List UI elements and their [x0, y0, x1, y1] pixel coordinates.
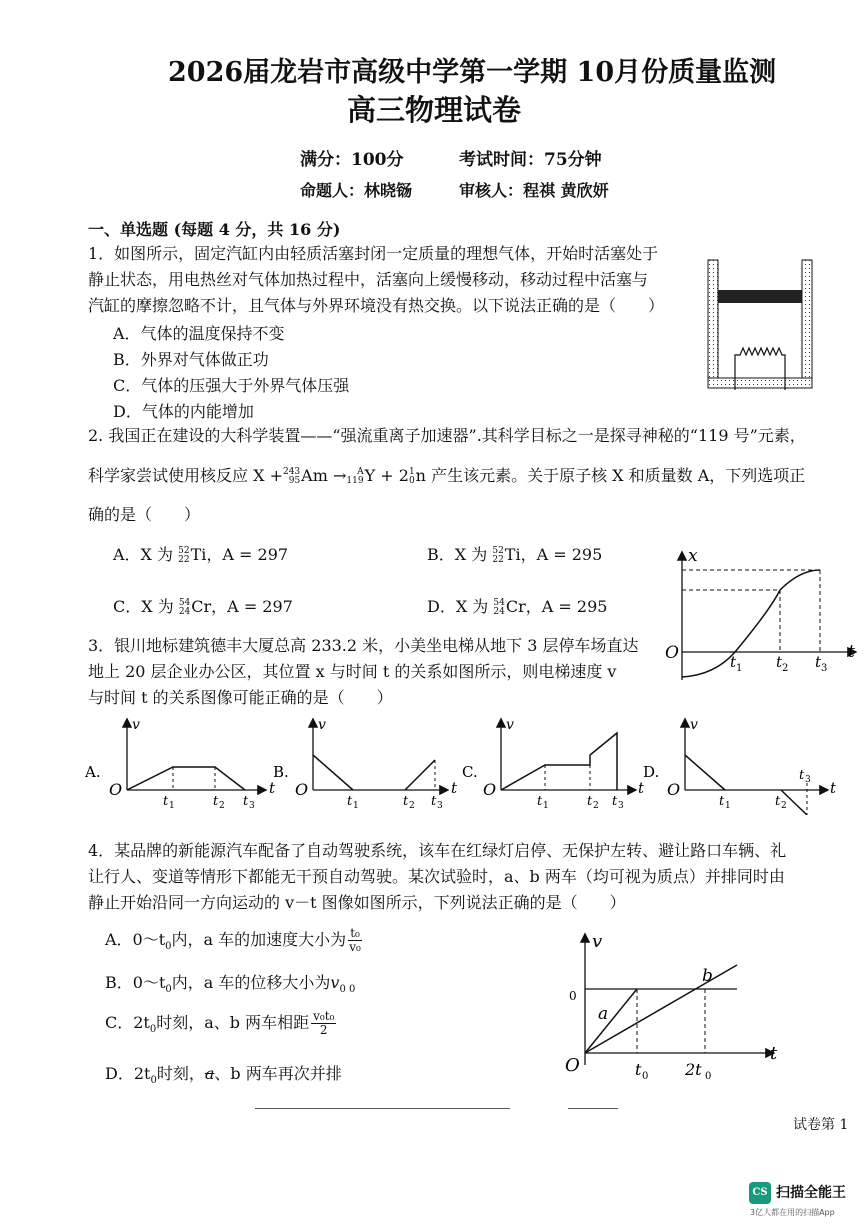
full-score: 满分：100分 — [300, 150, 404, 170]
svg-text:1: 1 — [169, 801, 175, 811]
q4-line3: 静止开始沿同一方向运动的 v－t 图像如图所示，下列说法正确的是（ ） — [88, 893, 626, 912]
q1-option-a: A．气体的温度保持不变 — [113, 324, 285, 343]
reviewer: 审核人：程祺 黄欣妍 — [459, 181, 609, 200]
svg-text:t: t — [776, 653, 783, 671]
svg-text:O: O — [565, 1055, 580, 1076]
svg-text:t: t — [403, 794, 409, 809]
vt-option-graphs — [85, 715, 865, 815]
exam-time: 考试时间：75分钟 — [459, 150, 602, 170]
q4-option-b: B．$0\sim t_0$内，a 车的位移大小为$v_{0 0}$ — [105, 973, 356, 996]
q1-option-b: B．外界对气体做正功 — [113, 350, 269, 369]
svg-text:t: t — [815, 653, 822, 671]
svg-text:1: 1 — [725, 801, 731, 811]
xt-graph — [660, 545, 865, 690]
q2-line2: 科学家尝试使用核反应 X + 243 95 Am → A 119 Y + 2 1 0 n 产生该元素。关于原子核 X 和质量数 A，下列选项正 — [88, 466, 806, 486]
q4-option-a: A．$0\sim t_0$内，a 车的加速度大小为 $\frac{\text{t₀}}{\text{v₀}}$ — [105, 926, 361, 954]
svg-text:t: t — [269, 779, 276, 797]
svg-text:t: t — [587, 794, 593, 809]
svg-text:t: t — [537, 794, 543, 809]
svg-text:2: 2 — [782, 663, 789, 674]
svg-text:v: v — [132, 717, 140, 733]
page-number: 试卷第 1 — [793, 1117, 849, 1133]
q4-option-d: D．$2t_0$时刻，a、b 两车再次并排 — [105, 1064, 342, 1087]
q3-line2: 地上 20 层企业办公区，其位置 x 与时间 t 的关系如图所示，则电梯速度 v — [88, 662, 617, 681]
cylinder-figure — [700, 255, 830, 400]
svg-text:t: t — [730, 653, 737, 671]
svg-text:t: t — [163, 794, 169, 809]
q4-line1: 4．某品牌的新能源汽车配备了自动驾驶系统，该车在红绿灯启停、无保护左转、避让路口车辆、礼 — [88, 841, 787, 860]
svg-text:0: 0 — [705, 1071, 712, 1082]
svg-text:3: 3 — [805, 775, 811, 785]
svg-text:v: v — [690, 717, 698, 733]
q1-line2: 静止状态，用电热丝对气体加热过程中，活塞向上缓慢移动，移动过程中活塞与 — [88, 270, 649, 289]
q4-vt-graph — [555, 925, 790, 1085]
svg-text:O: O — [295, 780, 309, 799]
piston — [718, 290, 802, 303]
svg-text:t: t — [431, 794, 437, 809]
exam-title: 2026届龙岩市高级中学第一学期 10月份质量监测 — [168, 57, 777, 88]
q2-option-c: C．X 为 54 24 Cr，A = 297 — [113, 597, 293, 617]
scanner-app-name: 扫描全能王 — [776, 1185, 846, 1201]
svg-text:3: 3 — [437, 801, 443, 811]
svg-text:A.: A. — [85, 763, 101, 781]
svg-text:t: t — [830, 779, 837, 797]
line-a — [585, 989, 637, 1053]
section-title: 一、单选题 (每题 4 分，共 16 分) — [88, 220, 341, 239]
xt-origin: O — [665, 643, 679, 663]
svg-text:B.: B. — [273, 763, 289, 781]
svg-text:1: 1 — [353, 801, 359, 811]
svg-text:1: 1 — [543, 801, 549, 811]
svg-text:t: t — [612, 794, 618, 809]
q2-line3: 确的是（ ） — [88, 505, 201, 524]
svg-text:0: 0 — [569, 989, 577, 1003]
svg-text:O: O — [483, 780, 497, 799]
q4-option-c: C．$2t_0$时刻，a、b 两车相距 $\frac{\text{v₀t₀}}{2}$ — [105, 1009, 335, 1037]
svg-text:t: t — [638, 779, 645, 797]
xt-x-label: t — [848, 642, 855, 662]
svg-text:D.: D. — [643, 763, 660, 781]
footer-rule-short — [568, 1108, 618, 1109]
vt-graph-d — [643, 717, 837, 815]
svg-text:v: v — [318, 717, 326, 733]
xt-curve — [682, 570, 820, 677]
svg-text:0: 0 — [642, 1071, 649, 1082]
am-nuclide: 243 95 — [282, 466, 301, 486]
vt-graph-b — [273, 717, 458, 811]
svg-text:O: O — [667, 780, 681, 799]
q1-line3: 汽缸的摩擦忽略不计，且气体与外界环境没有热交换。以下说法正确的是（ ） — [88, 296, 665, 315]
svg-text:2: 2 — [593, 801, 599, 811]
q2-option-b: B．X 为 52 22 Ti，A = 295 — [427, 545, 603, 565]
handwritten-scribble: a — [204, 1064, 215, 1083]
svg-text:t: t — [775, 794, 781, 809]
svg-text:3: 3 — [249, 801, 255, 811]
xt-y-label: x — [688, 546, 698, 566]
svg-text:b: b — [702, 966, 713, 986]
scanner-app-icon: CS — [749, 1182, 771, 1204]
svg-text:v: v — [592, 931, 603, 952]
q1-option-d: D．气体的内能增加 — [113, 402, 254, 421]
svg-text:t: t — [451, 779, 458, 797]
svg-text:C.: C. — [462, 763, 478, 781]
svg-text:t: t — [213, 794, 219, 809]
exam-subtitle: 高三物理试卷 — [347, 93, 522, 127]
svg-text:t: t — [243, 794, 249, 809]
svg-text:v: v — [506, 717, 514, 733]
q3-line3: 与时间 t 的关系图像可能正确的是（ ） — [88, 688, 393, 707]
svg-text:3: 3 — [618, 801, 624, 811]
svg-text:t: t — [347, 794, 353, 809]
svg-text:2: 2 — [781, 801, 787, 811]
svg-text:2t: 2t — [685, 1060, 702, 1079]
q2-option-a: A．X 为 52 22 Ti，A = 297 — [113, 545, 289, 565]
footer-rule — [255, 1108, 510, 1109]
q2-line1: 2. 我国正在建设的大科学装置——“强流重离子加速器”.其科学目标之一是探寻神秘的“119 号”元素， — [88, 426, 806, 445]
svg-text:1: 1 — [736, 663, 743, 674]
svg-text:t: t — [770, 1043, 778, 1064]
svg-text:2: 2 — [219, 801, 225, 811]
svg-text:3: 3 — [821, 663, 828, 674]
svg-text:t: t — [719, 794, 725, 809]
svg-text:2: 2 — [409, 801, 415, 811]
q1-option-c: C．气体的压强大于外界气体压强 — [113, 376, 350, 395]
q2-option-d: D．X 为 54 24 Cr，A = 295 — [427, 597, 608, 617]
svg-text:t: t — [799, 768, 805, 783]
q3-line1: 3．银川地标建筑德丰大厦总高 233.2 米，小美坐电梯从地下 3 层停车场直达 — [88, 636, 639, 655]
q1-line1: 1．如图所示，固定汽缸内由轻质活塞封闭一定质量的理想气体，开始时活塞处于 — [88, 244, 659, 263]
author: 命题人：林晓铴 — [300, 181, 413, 200]
svg-text:O: O — [109, 780, 123, 799]
svg-text:a: a — [598, 1004, 609, 1024]
vt-graph-c — [462, 717, 645, 811]
scanner-app-slogan: 3亿人都在用的扫描App — [750, 1208, 835, 1217]
svg-text:t: t — [635, 1060, 642, 1079]
q4-line2: 让行人、变道等情形下都能无干预自动驾驶。某次试验时，a、b 两车（均可视为质点）并排同时由 — [88, 867, 785, 886]
vt-graph-a — [85, 717, 276, 811]
